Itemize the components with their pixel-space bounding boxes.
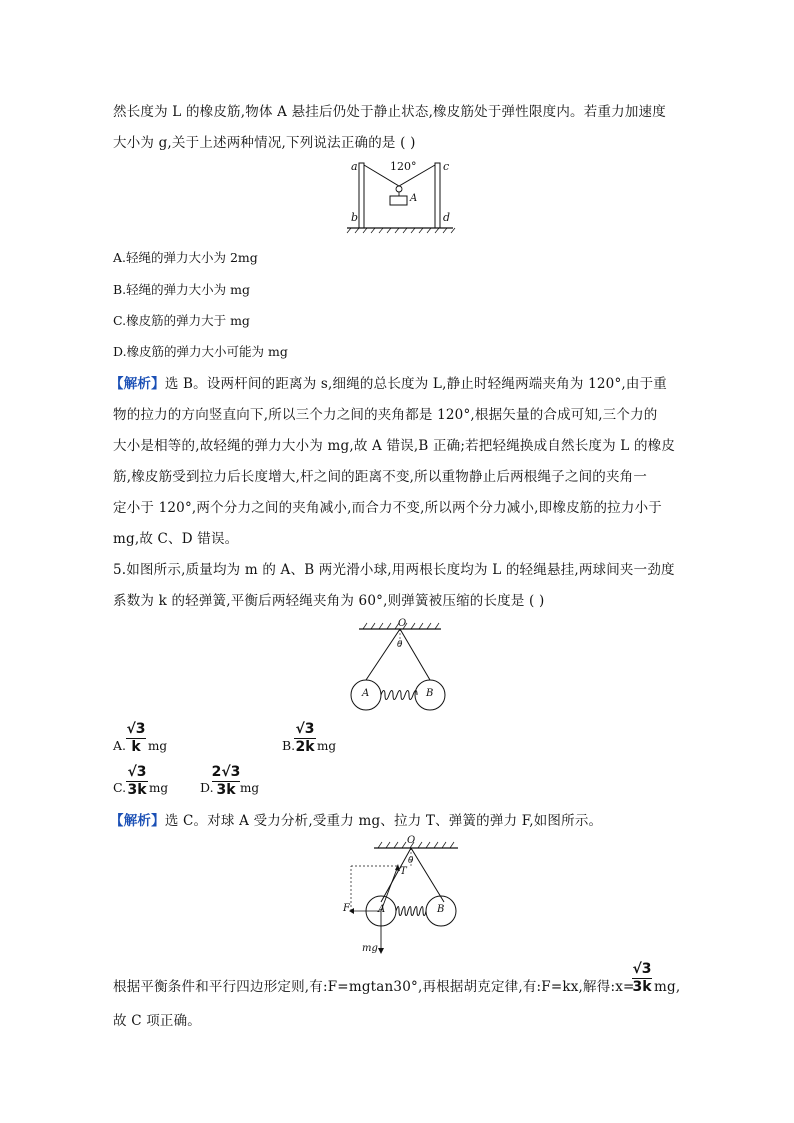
two-balls-spring-figure (345, 618, 455, 714)
angle-120-label: 120° (390, 160, 417, 173)
q4-analysis-line2: 物的拉力的方向竖直向下,所以三个力之间的夹角都是 120°,根据矢量的合成可知,三个力的 (113, 407, 658, 423)
pole-label-d: d (443, 211, 451, 224)
q4-analysis-text1: 选 B。设两杆间的距离为 s,细绳的总长度为 L,静止时轻绳两端夹角为 120°,由于重 (164, 376, 667, 392)
q4-text-line1: 然长度为 L 的橡皮筋,物体 A 悬挂后仍处于静止状态,橡皮筋处于弹性限度内。若重力加速度 (113, 104, 666, 120)
q5-text-line1: 5.如图所示,质量均为 m 的 A、B 两光滑小球,用两根长度均为 L 的轻绳悬挂,两球间夹一劲度 (113, 562, 675, 578)
q4-option-d: D.橡皮筋的弹力大小可能为 mg (113, 344, 288, 359)
analysis-tag: 【解析】 (110, 376, 165, 392)
force-theta-label: θ (408, 856, 414, 866)
q5-analysis-text1: 选 C。对球 A 受力分析,受重力 mg、拉力 T、弹簧的弹力 F,如图所示。 (164, 813, 603, 829)
q5-conclusion: 故 C 项正确。 (113, 1013, 202, 1029)
q5-analysis-line1 (110, 811, 602, 831)
fraction-denominator: 2k (295, 739, 315, 755)
q5-option-a-label: A. (113, 738, 127, 753)
q4-text-line2: 大小为 g,关于上述两种情况,下列说法正确的是 ( ) (113, 135, 416, 151)
q5-final-line: 根据平衡条件和平行四边形定则,有:F=mgtan30°,再根据胡克定律,有:F=kx,解得:x= (113, 979, 635, 995)
fraction-numerator: √3 (126, 721, 146, 737)
q4-option-b: B.轻绳的弹力大小为 mg (113, 282, 250, 297)
fraction-denominator: k (131, 739, 141, 755)
q5-option-b-unit: mg (317, 739, 337, 753)
fraction-denominator: 3k (127, 782, 147, 798)
theta-label: θ (397, 640, 403, 650)
q4-option-a: A.轻绳的弹力大小为 2mg (113, 250, 258, 265)
force-ball-label-B: B (437, 904, 445, 915)
q5-text-line2: 系数为 k 的轻弹簧,平衡后两轻绳夹角为 60°,则弹簧被压缩的长度是 ( ) (113, 593, 545, 609)
q5-option-d-label: D. (200, 780, 214, 795)
q5-option-b-fraction (293, 721, 317, 756)
analysis-tag: 【解析】 (110, 813, 165, 829)
q5-option-c-label: C. (113, 780, 127, 795)
spring-force-label-F: F (343, 903, 350, 914)
q5-option-c-fraction (125, 764, 149, 799)
fraction-numerator: √3 (295, 721, 315, 737)
fraction-numerator: 2√3 (211, 764, 241, 780)
q4-analysis-line6: mg,故 C、D 错误。 (113, 531, 239, 547)
q5-option-d-fraction (211, 764, 241, 799)
q5-option-d-unit: mg (240, 781, 260, 795)
pole-label-c: c (443, 160, 450, 173)
q5-final-unit: mg, (654, 979, 681, 995)
tension-label-T: T (400, 866, 407, 877)
weight-label-A: A (410, 193, 418, 204)
q5-final-fraction (631, 961, 653, 996)
q5-option-a-unit: mg (148, 739, 168, 753)
q4-analysis-line3: 大小是相等的,故轻绳的弹力大小为 mg,故 A 错误,B 正确;若把轻绳换成自然长度为 L 的橡皮 (113, 438, 676, 454)
fraction-numerator: √3 (632, 961, 652, 977)
pivot-label-O: O (398, 618, 407, 629)
force-ball-label-A: A (378, 904, 386, 915)
q4-option-c: C.橡皮筋的弹力大于 mg (113, 313, 250, 328)
q4-analysis-line4: 筋,橡皮筋受到拉力后长度增大,杆之间的距离不变,所以重物静止后两根绳子之间的夹角一 (113, 469, 648, 485)
pole-label-b: b (351, 211, 359, 224)
ball-label-A: A (362, 688, 370, 699)
fraction-denominator: 3k (632, 979, 652, 995)
q4-analysis-line5: 定小于 120°,两个分力之间的夹角减小,而合力不变,所以两个分力减小,即橡皮筋的拉力小于 (113, 500, 662, 516)
q5-option-a-fraction (125, 721, 147, 756)
fraction-denominator: 3k (216, 782, 236, 798)
q5-option-c-unit: mg (149, 781, 169, 795)
ball-label-B: B (426, 688, 434, 699)
fraction-numerator: √3 (127, 764, 147, 780)
force-diagram-figure (340, 836, 465, 958)
gravity-label-mg: mg (362, 943, 378, 954)
pole-label-a: a (351, 160, 358, 173)
force-pivot-label-O: O (407, 835, 416, 846)
q5-option-b-label: B. (282, 738, 296, 753)
q4-analysis-line1 (110, 374, 667, 394)
